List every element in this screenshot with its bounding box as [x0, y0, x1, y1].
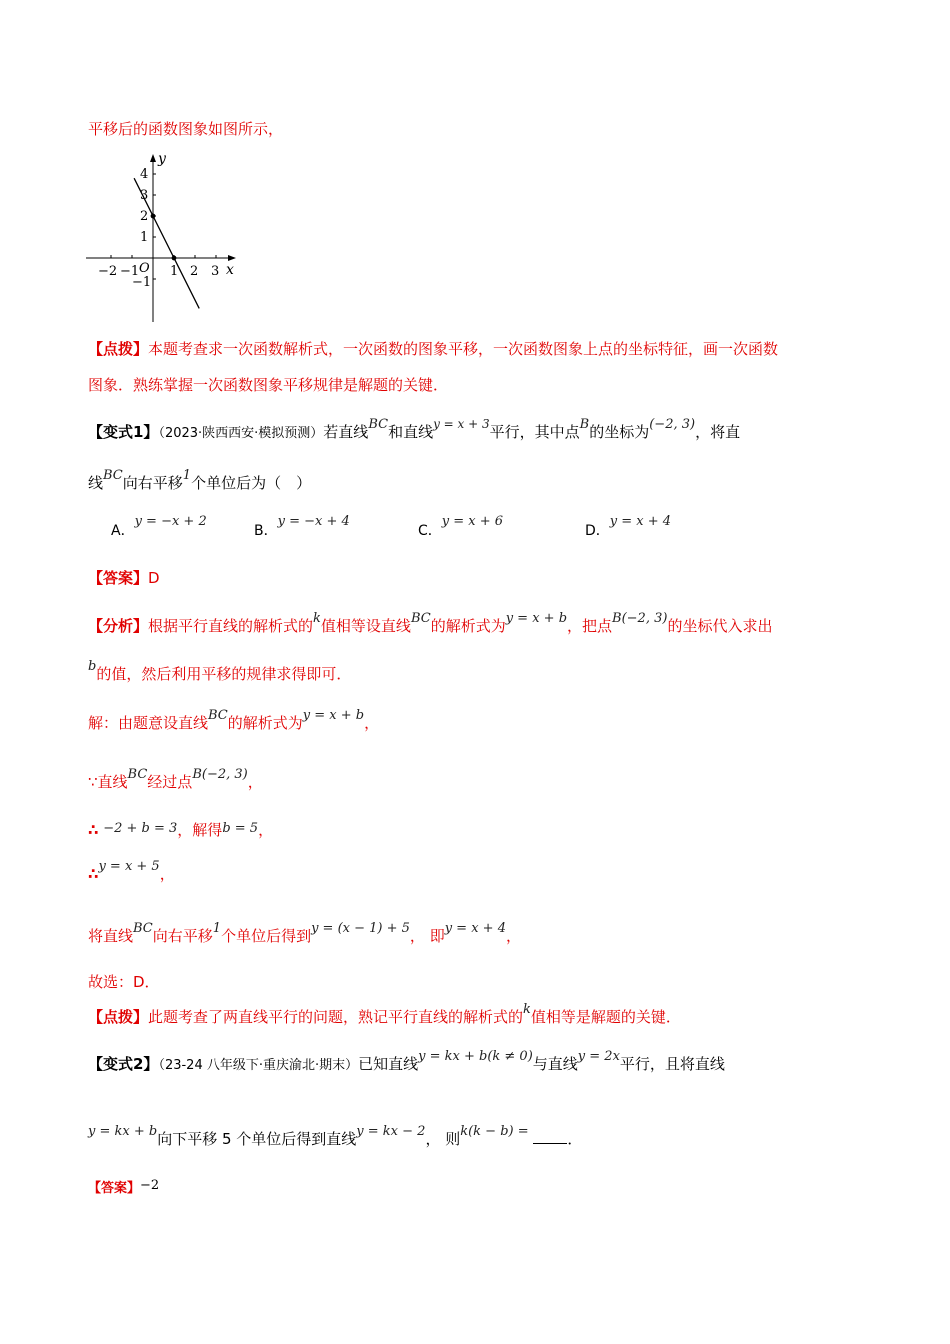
answer1-value: D [148, 569, 160, 587]
x-tick-label: 2 [190, 264, 199, 279]
solution-line6: 故选：D． [88, 973, 160, 991]
x-axis-arrow [228, 255, 236, 261]
answer2-label: 【答案】 [88, 1181, 141, 1196]
tip1-line2: 图象．熟练掌握一次函数图象平移规律是解题的关键． [88, 376, 449, 394]
question2-line2: y = kx + b向下平移 5 个单位后得到直线y = kx − 2， 则k(k − b) = ． [88, 1124, 583, 1148]
y-axis-arrow [150, 154, 156, 162]
question2-label: 【变式2】 [88, 1055, 159, 1073]
y-tick-label: −1 [132, 275, 152, 290]
solution-line4: ∴y = x + 5， [88, 859, 175, 883]
x-intercept-point [172, 256, 177, 261]
answer-blank[interactable] [533, 1129, 567, 1144]
answer1-label: 【答案】 [88, 569, 149, 587]
y-tick-label: 3 [140, 188, 149, 203]
intro-line: 平移后的函数图象如图所示， [88, 120, 284, 138]
answer1-line [88, 567, 160, 589]
origin-label: O [139, 261, 150, 276]
y-tick-label: 4 [140, 167, 149, 182]
question1-line2: 线BC向右平移1个单位后为（ ） [88, 468, 312, 492]
y-intercept-point [151, 214, 156, 219]
y-tick-label: 1 [140, 230, 149, 245]
solution-line1: 解：由题意设直线BC的解析式为y = x + b， [88, 708, 380, 732]
y-axis-label: y [158, 151, 166, 167]
solution-line3: ∴ −2 + b = 3，解得b = 5， [88, 821, 274, 839]
x-tick-label: 3 [211, 264, 220, 279]
analysis-line2: b的值，然后利用平移的规律求得即可． [88, 659, 352, 683]
solution-line2: ∵直线BC经过点B(−2, 3)， [88, 767, 263, 791]
answer2-value: −2 [140, 1178, 160, 1193]
question1-line1: 【变式1】（2023·陕西西安·模拟预测）若直线BC和直线$^{y = x + 3}$平行，其中点B的坐标为(−2, 3)，将直 [88, 417, 741, 441]
option-a[interactable]: A．y = −x + 2 [111, 514, 207, 539]
option-b[interactable]: B．y = −x + 4 [254, 514, 350, 539]
x-tick-label: −1 [120, 264, 140, 279]
y-tick-label: 2 [140, 209, 149, 224]
tip2-label: 【点拨】 [88, 1008, 149, 1026]
solution-line5: 将直线BC向右平移1个单位后得到y = (x − 1) + 5， 即y = x + 4， [88, 921, 521, 945]
tip1-label: 【点拨】 [88, 340, 149, 358]
x-tick-label: 1 [170, 264, 179, 279]
option-d[interactable]: D．y = x + 4 [585, 514, 672, 539]
question2-line1: 【变式2】（23-24 八年级下·重庆渝北·期末）已知直线y = kx + b(k ≠ 0)与直线y = 2x平行，且将直线 [88, 1049, 725, 1073]
analysis-label: 【分析】 [88, 617, 149, 635]
tip1-line1: 【点拨】本题考查求一次函数解析式，一次函数的图象平移，一次函数图象上点的坐标特征，画一次函数 [88, 340, 779, 358]
question1-label: 【变式1】 [88, 423, 159, 441]
analysis-line1: 【分析】根据平行直线的解析式的k值相等设直线BC的解析式为y = x + b，把点B(−2, 3)的坐标代入求出 [88, 611, 773, 635]
x-axis-label: x [226, 262, 234, 278]
function-graph [84, 150, 244, 325]
x-tick-label: −2 [98, 264, 118, 279]
option-c[interactable]: C．y = x + 6 [418, 514, 504, 539]
tip2-line: 【点拨】此题考查了两直线平行的问题，熟记平行直线的解析式的k值相等是解题的关键． [88, 1002, 681, 1026]
answer2-line [88, 1176, 159, 1200]
